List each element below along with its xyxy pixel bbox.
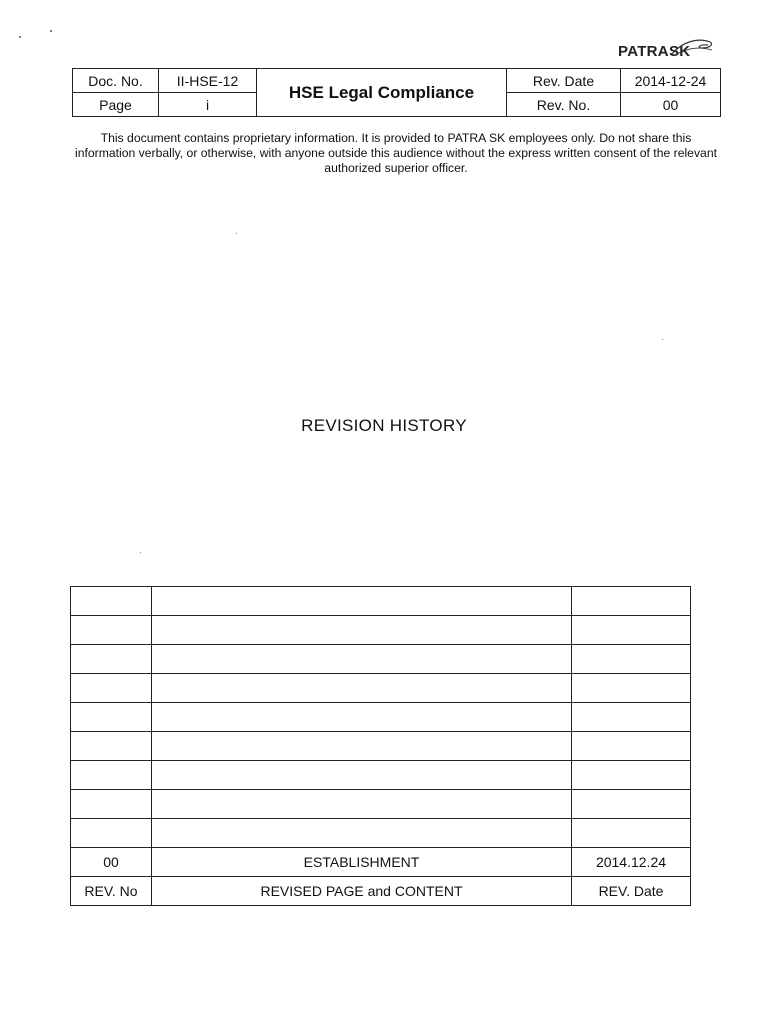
table-cell (152, 703, 572, 732)
section-title: REVISION HISTORY (301, 416, 467, 435)
company-logo (618, 36, 718, 66)
table-cell (71, 790, 152, 819)
table-cell (572, 616, 691, 645)
scan-speck (140, 552, 141, 553)
revision-history-table (70, 586, 691, 906)
table-cell (572, 761, 691, 790)
scan-speck (50, 30, 52, 32)
table-cell (572, 732, 691, 761)
doc-no-value: II-HSE-12 (159, 69, 257, 93)
table-row (71, 790, 691, 819)
page-value: i (159, 93, 257, 117)
table-cell (71, 587, 152, 616)
logo-swoosh-icon (670, 36, 716, 58)
rev-no-header: REV. No (71, 877, 152, 906)
table-cell (152, 761, 572, 790)
table-cell (152, 732, 572, 761)
table-header-row (71, 877, 691, 906)
table-cell (152, 790, 572, 819)
table-cell (152, 645, 572, 674)
table-cell (152, 587, 572, 616)
page-label: Page (73, 93, 159, 117)
rev-date-cell: 2014.12.24 (572, 848, 691, 877)
table-cell (572, 674, 691, 703)
rev-no-cell: 00 (71, 848, 152, 877)
table-row (71, 645, 691, 674)
document-title: HSE Legal Compliance (257, 69, 507, 117)
table-cell (71, 645, 152, 674)
scan-speck (19, 36, 21, 38)
doc-no-label: Doc. No. (73, 69, 159, 93)
table-cell (572, 819, 691, 848)
rev-no-value: 00 (621, 93, 721, 117)
table-cell (572, 790, 691, 819)
table-cell (572, 645, 691, 674)
table-row (71, 761, 691, 790)
table-cell (71, 703, 152, 732)
scan-speck (662, 339, 663, 340)
table-cell (71, 819, 152, 848)
table-cell (572, 703, 691, 732)
table-cell (71, 761, 152, 790)
table-cell (152, 616, 572, 645)
rev-date-value: 2014-12-24 (621, 69, 721, 93)
rev-no-label: Rev. No. (507, 93, 621, 117)
revised-content-header: REVISED PAGE and CONTENT (152, 877, 572, 906)
table-row (71, 819, 691, 848)
table-row (71, 848, 691, 877)
revised-content-cell: ESTABLISHMENT (152, 848, 572, 877)
table-cell (152, 819, 572, 848)
table-row (71, 587, 691, 616)
document-header-table (72, 68, 721, 117)
rev-date-label: Rev. Date (507, 69, 621, 93)
logo-text: PATRASK (618, 43, 691, 60)
table-row (71, 674, 691, 703)
rev-date-header: REV. Date (572, 877, 691, 906)
table-cell (71, 616, 152, 645)
table-cell (152, 674, 572, 703)
table-cell (71, 674, 152, 703)
proprietary-disclaimer: This document contains proprietary information. It is provided to PATRA SK employees only. Do not share this information verbally, or otherwise, with anyone outside this audience without the express written consent of the relevant authorized superior officer. (75, 131, 717, 175)
table-row (71, 703, 691, 732)
scan-speck (236, 233, 237, 234)
table-row (71, 616, 691, 645)
table-row (71, 732, 691, 761)
table-cell (572, 587, 691, 616)
table-cell (71, 732, 152, 761)
